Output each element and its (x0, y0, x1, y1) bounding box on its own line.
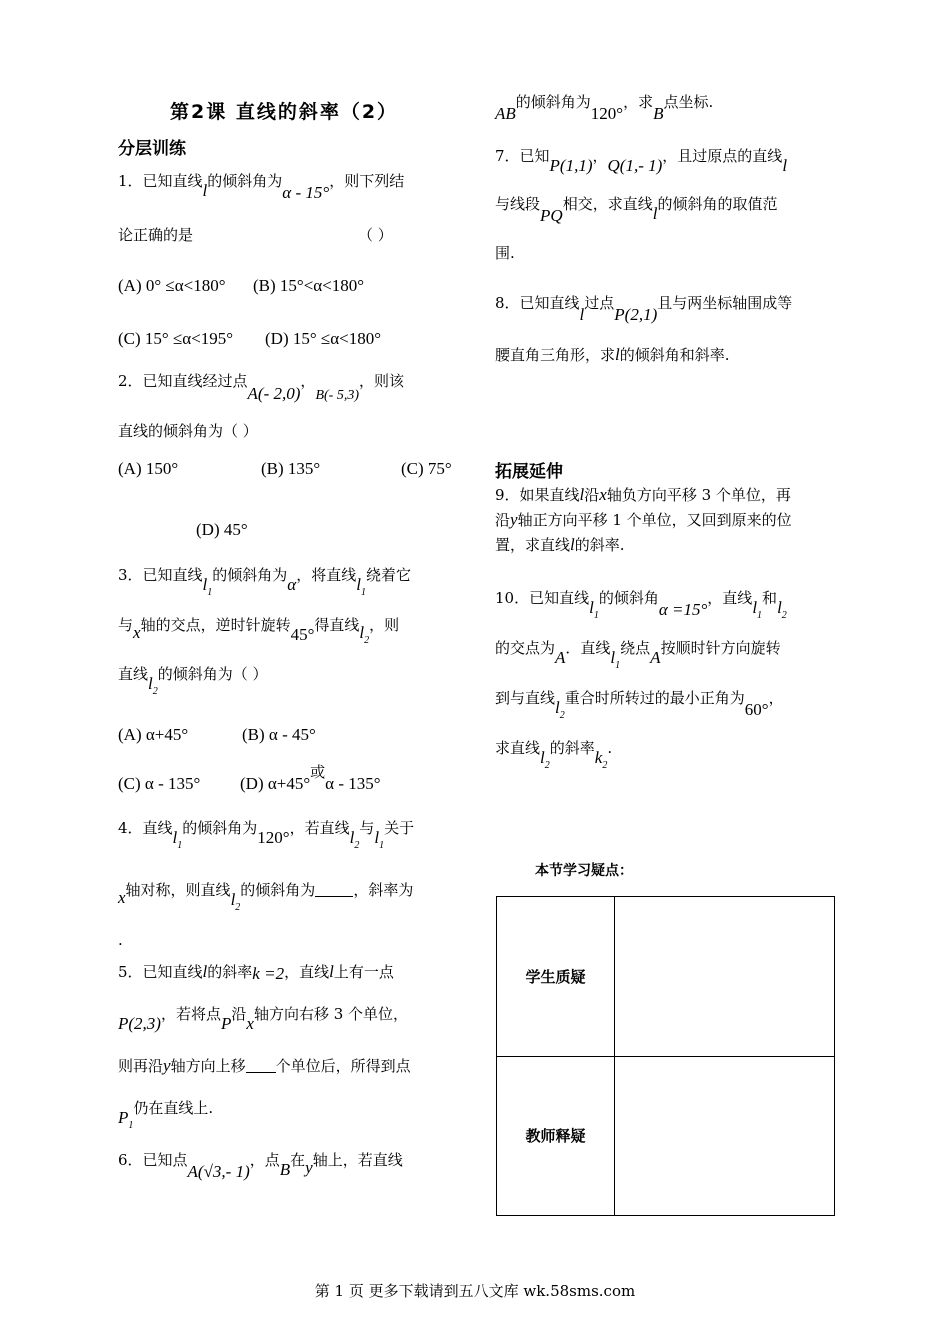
q10-text: . (607, 739, 613, 757)
q1-line-l: l (202, 181, 208, 200)
q5-line-l: l (329, 962, 334, 981)
q8-text: 过点 (584, 294, 615, 312)
q7-text: ， (592, 147, 608, 165)
question-6-continued (495, 92, 714, 123)
q4-axis-x: x (118, 888, 126, 907)
q7-line-l: l (782, 156, 788, 175)
q3-option-d: (D) α+45° (240, 774, 311, 793)
q9-axis-y: y (510, 510, 518, 529)
q10-line-l1: $l_1$ (752, 598, 763, 621)
q9-text: 轴正方向平移 1 个单位，又回到原来的位 (517, 511, 792, 529)
q3-text: 得直线 (314, 616, 360, 634)
q5-text: 轴方向上移 (170, 1057, 246, 1075)
q4-line-l2: $l_2$ (230, 890, 241, 913)
q10-alpha: α =15° (658, 600, 708, 619)
q8-line-l: l (579, 305, 585, 324)
q6-point-a: A(√3,- 1) (187, 1162, 250, 1181)
q3-option-d-alt: α - 135° (325, 774, 381, 793)
q10-line-l2: $l_2$ (555, 698, 565, 721)
q9-text: 置，求直线 (495, 536, 571, 554)
q7-point-q: Q(1,- 1) (607, 156, 663, 175)
q1-text: ，则下列结 (329, 172, 405, 190)
q6-text: 轴上，若直线 (312, 1151, 403, 1169)
q4-text: 4．直线 (118, 819, 173, 837)
q3-text: 的倾斜角为（ ） (157, 665, 268, 683)
q10-slope-k2: $k_2$ (594, 748, 608, 771)
q5-point-p: P(2,3) (118, 1014, 161, 1033)
q10-text: 10．已知直线 (495, 589, 590, 607)
q6-text: 在 (290, 1151, 306, 1169)
q7-point-p: P(1,1) (549, 156, 593, 175)
q4-text: 的倾斜角为 (182, 819, 258, 837)
q4-angle-120: 120° (257, 828, 290, 847)
q7-line-l: l (652, 204, 658, 223)
q3-option-d-or: 或 (310, 765, 326, 781)
q6-point-b: B (279, 1160, 291, 1179)
q1-text: 1．已知直线 (118, 172, 203, 190)
q5-line-l: l (202, 962, 208, 981)
q10-text: 求直线 (495, 739, 541, 757)
q5-axis-x: x (246, 1014, 254, 1033)
q3-option-a: (A) α+45° (118, 725, 189, 744)
q10-text: 绕点 (620, 639, 651, 657)
q5-text: 仍在直线上. (133, 1099, 214, 1117)
q7-text: 7．已知 (495, 147, 550, 165)
q6-text: 6．已知点 (118, 1151, 188, 1169)
q10-text: 的斜率 (549, 739, 595, 757)
q4-text: ，斜率为 (353, 881, 414, 899)
q3-text: ，将直线 (296, 566, 357, 584)
q10-text: 重合时所转过的最小正角为 (564, 689, 745, 707)
q9-text: 沿 (584, 486, 600, 504)
q1-answer-paren: （ ） (358, 226, 393, 244)
q3-axis-x: x (133, 623, 141, 642)
q9-text: 沿 (495, 511, 511, 529)
q6-point-b: B (653, 104, 664, 123)
q10-line-l1: $l_1$ (589, 598, 599, 621)
q3-line-l1: $l_1$ (356, 575, 366, 598)
q10-text: 和 (762, 589, 778, 607)
q9-line-l: l (570, 535, 575, 554)
q4-text: 与 (359, 819, 375, 837)
page-footer: 第 1 页 更多下载请到五八文库 wk.58sms.com (314, 1282, 636, 1300)
page-title: 第2课 直线的斜率（2） (170, 101, 399, 123)
q1-option-a: (A) 0° ≤α<180° (118, 276, 226, 295)
q5-text: 5．已知直线 (118, 963, 203, 981)
q10-text: ．直线 (565, 639, 611, 657)
q6-angle-120: 120° (590, 104, 624, 123)
q5-text: ，直线 (284, 963, 330, 981)
q4-text: 关于 (384, 819, 415, 837)
q5-text: 沿 (231, 1005, 247, 1023)
q3-text: 轴的交点，逆时针旋转 (140, 616, 291, 634)
q6-segment-ab: AB (495, 104, 516, 123)
q10-angle-60: 60° (744, 700, 769, 719)
q10-text: ，直线 (707, 589, 753, 607)
q1-option-d: (D) 15° ≤α<180° (265, 329, 382, 348)
q5-slope: k =2 (252, 964, 285, 983)
q1-option-c: (C) 15° ≤α<195° (118, 329, 234, 348)
q5-point-p1: $P_1$ (118, 1108, 134, 1131)
section-heading-extension: 拓展延伸 (495, 462, 563, 482)
doubt-table (496, 896, 835, 1216)
q4-text: . (118, 931, 123, 949)
q10-line-l1: $l_1$ (610, 648, 621, 671)
q4-line-l1: $l_1$ (374, 828, 385, 851)
doubt-label-teacher: 教师释疑 (497, 1056, 615, 1216)
q1-text: 的倾斜角为 (207, 172, 283, 190)
q10-point-a: A (650, 648, 661, 667)
doubt-label-student: 学生质疑 (497, 897, 615, 1057)
doubt-cell-student[interactable] (615, 897, 835, 1057)
q2-option-a: (A) 150° (118, 459, 179, 478)
q5-text: 则再沿 (118, 1057, 164, 1075)
q9-text: 的斜率. (574, 536, 625, 554)
q2-option-b: (B) 135° (261, 459, 321, 478)
q8-line-l: l (615, 345, 620, 364)
q7-text: ，且过原点的直线 (662, 147, 783, 165)
q9-text: 轴负方向平移 3 个单位，再 (606, 486, 791, 504)
q9-axis-x: x (599, 485, 607, 504)
q9-text: 9．如果直线 (495, 486, 580, 504)
q2-text: ，则该 (358, 372, 404, 390)
q6-text: 的倾斜角为 (515, 93, 591, 111)
q5-axis-y: y (163, 1056, 171, 1075)
q6-text: ，点 (249, 1151, 280, 1169)
q2-text: 2．已知直线经过点 (118, 372, 248, 390)
q3-text: 直线 (118, 665, 149, 683)
q4-line-l1: $l_1$ (172, 828, 183, 851)
q4-text: ，若直线 (289, 819, 350, 837)
q6-axis-y: y (305, 1158, 313, 1177)
q3-angle-45: 45° (290, 625, 315, 644)
q5-point-label: P (220, 1014, 232, 1033)
q3-option-b: (B) α - 45° (242, 725, 316, 744)
q8-text: 腰直角三角形，求 (495, 346, 616, 364)
q7-segment-pq: PQ (540, 206, 563, 225)
q7-text: 围. (495, 244, 515, 262)
q5-text: 轴方向右移 3 个单位， (253, 1005, 409, 1023)
q7-text: 相交，求直线 (562, 195, 653, 213)
doubt-row-student (497, 897, 835, 1057)
q3-alpha: α (287, 575, 297, 594)
q10-line-l2: $l_2$ (777, 598, 787, 621)
q3-text: 的倾斜角为 (212, 566, 288, 584)
doubt-cell-teacher[interactable] (615, 1056, 835, 1216)
q4-text: 轴对称，则直线 (125, 881, 231, 899)
q2-point-b: B(- 5,3) (315, 388, 359, 403)
doubt-row-teacher (497, 1056, 835, 1216)
q5-answer-blank (246, 1058, 276, 1073)
q10-text: 的交点为 (495, 639, 556, 657)
q4-text: 的倾斜角为 (240, 881, 316, 899)
q3-option-c: (C) α - 135° (118, 774, 201, 793)
q10-text: ， (768, 689, 784, 707)
q1-text: 论正确的是 (118, 226, 194, 244)
q7-text: 的倾斜角的取值范 (657, 195, 778, 213)
section-heading-training: 分层训练 (118, 139, 186, 159)
q5-text: 个单位后，所得到点 (275, 1057, 411, 1075)
q4-line-l2: $l_2$ (349, 828, 360, 851)
q3-text: 3．已知直线 (118, 566, 203, 584)
q6-text: ，求 (623, 93, 654, 111)
q3-line-l1: $l_1$ (202, 575, 213, 598)
q1-alpha-expr: α - 15° (282, 183, 330, 202)
q9-line-l: l (579, 485, 585, 504)
q7-text: 与线段 (495, 195, 541, 213)
q10-text: 的倾斜角 (598, 589, 659, 607)
q10-line-l2: $l_2$ (540, 748, 550, 771)
q5-text: 上有一点 (333, 963, 394, 981)
q8-text: 8．已知直线 (495, 294, 580, 312)
q10-text: 按顺时针方向旋转 (660, 639, 781, 657)
q3-text: 与 (118, 616, 134, 634)
q5-text: ，若将点 (160, 1005, 221, 1023)
q5-text: 的斜率 (207, 963, 253, 981)
q10-point-a: A (555, 648, 566, 667)
q8-point-p: P(2,1) (614, 305, 658, 324)
q3-text: ，则 (369, 616, 400, 634)
q1-option-b: (B) 15°<α<180° (253, 276, 365, 295)
q2-point-a: A(- 2,0) (247, 384, 301, 403)
q8-text: 且与两坐标轴围成等 (657, 294, 793, 312)
q3-line-l2: $l_2$ (359, 623, 370, 646)
q4-answer-blank (315, 882, 353, 897)
q3-line-l2: $l_2$ (148, 674, 158, 697)
q6-text: 点坐标. (663, 93, 714, 111)
q2-text: ， (300, 372, 316, 390)
q8-text: 的倾斜角和斜率. (619, 346, 730, 364)
q3-text: 绕着它 (365, 566, 411, 584)
q2-text: 直线的倾斜角为（ ） (118, 422, 258, 440)
q10-text: 到与直线 (495, 689, 556, 707)
doubt-heading: 本节学习疑点： (535, 863, 633, 879)
q2-option-d: (D) 45° (196, 520, 248, 539)
q2-option-c: (C) 75° (401, 459, 452, 478)
